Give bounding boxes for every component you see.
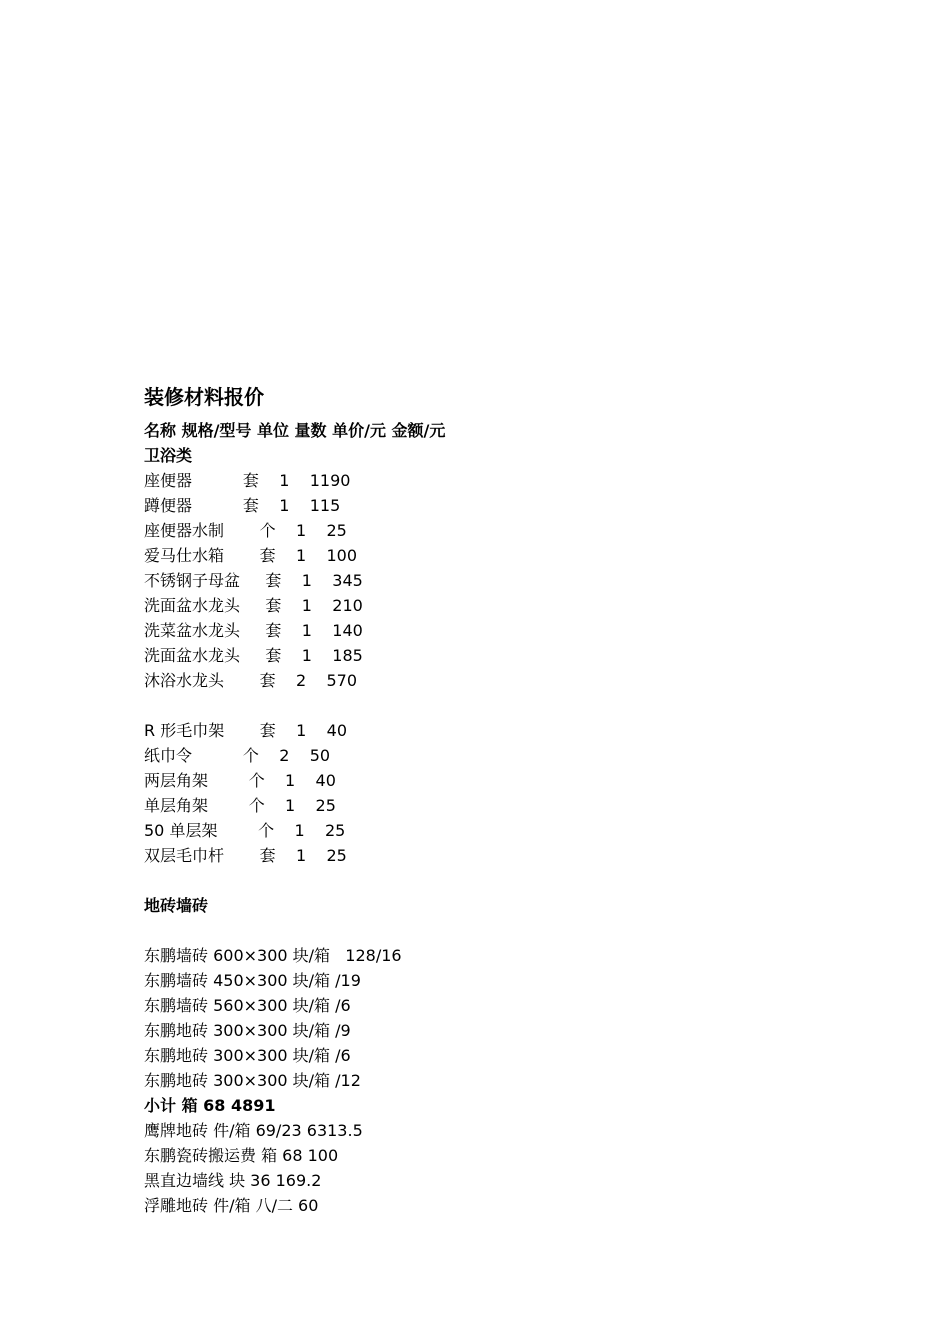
list-item: 双层毛巾杆 套 1 25 [144,846,347,865]
list-item: 东鹏墙砖 560×300 块/箱 /6 [144,996,351,1015]
spacer [144,918,844,943]
list-item: 50 单层架 个 1 25 [144,821,346,840]
list-item: 纸巾令 个 2 50 [144,746,331,765]
list-item: 洗菜盆水龙头 套 1 140 [144,621,363,640]
section-heading-tile: 地砖墙砖 [144,896,209,915]
list-item: 两层角架 个 1 40 [144,771,336,790]
list-item: 不锈钢子母盆 套 1 345 [144,571,363,590]
list-item: 东鹏瓷砖搬运费 箱 68 100 [144,1146,339,1165]
list-item: 洗面盆水龙头 套 1 210 [144,596,363,615]
list-item: 鹰牌地砖 件/箱 69/23 6313.5 [144,1121,363,1140]
bath-list-1 [144,468,844,693]
list-item: R 形毛巾架 套 1 40 [144,721,348,740]
spacer [144,868,844,893]
list-item: 东鹏墙砖 600×300 块/箱 128/16 [144,946,402,965]
document-title: 装修材料报价 [144,385,264,409]
document-body [144,382,844,1218]
list-item: 座便器 套 1 1190 [144,471,351,490]
list-item: 爱马仕水箱 套 1 100 [144,546,358,565]
list-item: 东鹏地砖 300×300 块/箱 /12 [144,1071,361,1090]
list-item: 单层角架 个 1 25 [144,796,336,815]
list-item: 沐浴水龙头 套 2 570 [144,671,358,690]
list-item: 东鹏地砖 300×300 块/箱 /9 [144,1021,351,1040]
spacer [144,693,844,718]
list-item: 东鹏墙砖 450×300 块/箱 /19 [144,971,361,990]
extra-list [144,1118,844,1218]
list-item: 座便器水制 个 1 25 [144,521,347,540]
list-item: 浮雕地砖 件/箱 八/二 60 [144,1196,319,1215]
list-item: 黑直边墙线 块 36 169.2 [144,1171,322,1190]
tile-list [144,943,844,1093]
subtotal-line: 小计 箱 68 4891 [144,1096,276,1115]
list-item: 洗面盆水龙头 套 1 185 [144,646,363,665]
list-item: 东鹏地砖 300×300 块/箱 /6 [144,1046,351,1065]
column-header: 名称 规格/型号 单位 量数 单价/元 金额/元 [144,421,446,440]
section-heading-bath: 卫浴类 [144,446,193,465]
list-item: 蹲便器 套 1 115 [144,496,341,515]
bath-list-2 [144,718,844,868]
